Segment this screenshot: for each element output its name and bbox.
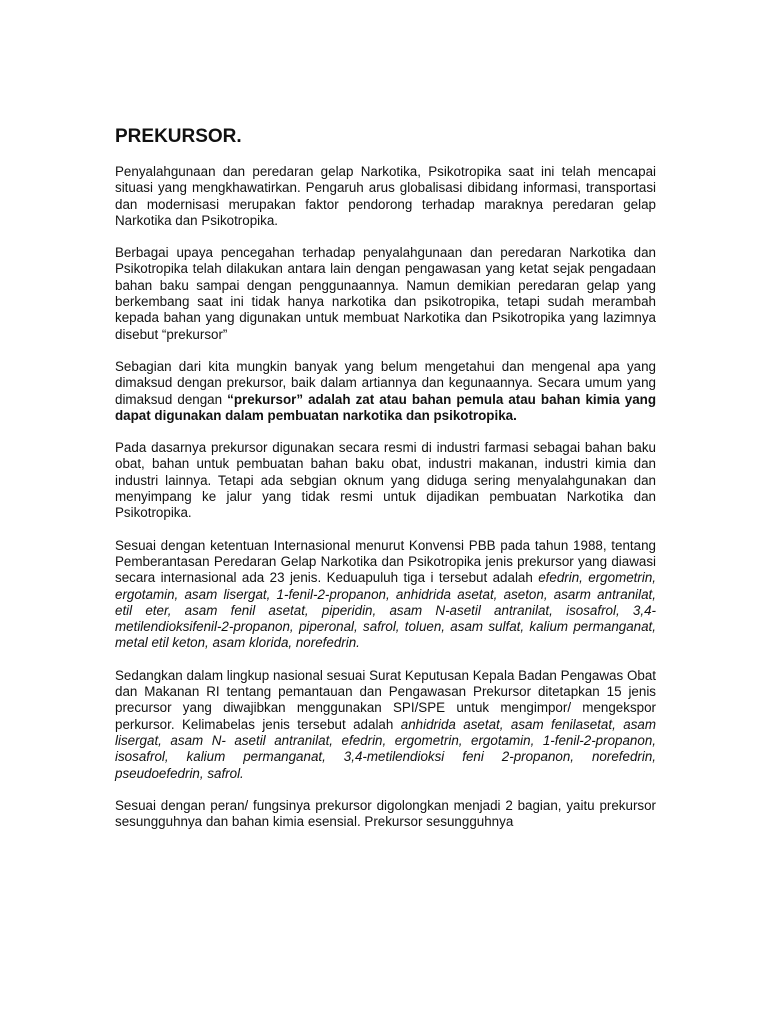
paragraph-1: Penyalahgunaan dan peredaran gelap Narkotika, Psikotropika saat ini telah mencapai situasi yang mengkhawatirkan. Pengaruh arus globalisasi dibidang informasi, transportasi dan modernisasi merupakan faktor pendorong terhadap maraknya peredaran gelap Narkotika dan Psikotropika. [115,164,656,228]
national-precursor-list: anhidrida asetat, asam fenilasetat, asam lisergat, asam N- asetil antranilat, efedrin, ergometrin, ergotamin, 1-fenil-2-propanon, isosafrol, kalium permanganat, 3,4-metilendioksi feni 2-propanon, norefedrin, pseudoefedrin, safrol. [115,716,656,781]
paragraph-4: Pada dasarnya prekursor digunakan secara resmi di industri farmasi sebagai bahan baku obat, bahan untuk pembuatan bahan baku obat, industri makanan, industri kimia dan industri lainnya. Tetapi ada sebgian oknum yang diduga sering menyalahgunakan dan menyimpang ke jalur yang tidak resmi untuk dijadikan pembuatan Narkotika dan Psikotropika. [115,440,656,521]
paragraph-3-text: Sebagian dari kita mungkin banyak yang belum mengetahui dan mengenal apa yang dimaksud dengan prekursor, baik dalam artiannya dan kegunaannya. Secara umum yang dimaksud dengan [115,358,656,407]
paragraph-2: Berbagai upaya pencegahan terhadap penyalahgunaan dan peredaran Narkotika dan Psikotropika telah dilakukan antara lain dengan pengawasan yang ketat sejak pengadaan bahan baku sampai dengan penggunaannya. Namun demikian peredaran gelap yang berkembang saat ini tidak hanya narkotika dan psikotropika, tetapi sudah merambah kepada bahan yang digunakan untuk membuat Narkotika dan Psikotropika yang lazimnya disebut “prekursor” [115,245,656,342]
precursor-definition: “prekursor” adalah zat atau bahan pemula atau bahan kimia yang dapat digunakan dalam pembuatan narkotika dan psikotropika. [115,391,657,423]
paragraph-6 [115,668,656,782]
paragraph-7: Sesuai dengan peran/ fungsinya prekursor digolongkan menjadi 2 bagian, yaitu prekursor sesungguhnya dan bahan kimia esensial. Prekursor sesungguhnya [115,797,656,830]
international-precursor-list: efedrin, ergometrin, ergotamin, asam lisergat, 1-fenil-2-propanon, anhidrida asetat, aseton, asarm antranilat, etil eter, asam fenil asetat, piperidin, asam N-asetil antranilat, isosafrol, 3,4-metilendioksifenil-2-propanon, piperonal, safrol, toluen, asam sulfat, kalium permanganat, metal etil keton, asam klorida, norefedrin. [115,570,657,651]
paragraph-5-text: Sesuai dengan ketentuan Internasional menurut Konvensi PBB pada tahun 1988, tentang Pemberantasan Peredaran Gelap Narkotika dan Psikotropika jenis prekursor yang diawasi secara internasional ada 23 jenis. Keduapuluh tiga i tersebut adalah [115,537,656,586]
paragraph-3 [115,359,656,424]
paragraph-6-text: Sedangkan dalam lingkup nasional sesuai Surat Keputusan Kepala Badan Pengawas Obat dan Makanan RI tentang pemantauan dan Pengawasan Prekursor ditetapkan 15 jenis precursor yang diwajibkan menggunakan SPI/SPE untuk mengimpor/ mengekspor perkursor. Kelimabelas jenis tersebut adalah [115,667,656,732]
paragraph-5 [115,538,656,652]
document-title: PREKURSOR. [115,126,242,147]
document-page [115,126,656,846]
